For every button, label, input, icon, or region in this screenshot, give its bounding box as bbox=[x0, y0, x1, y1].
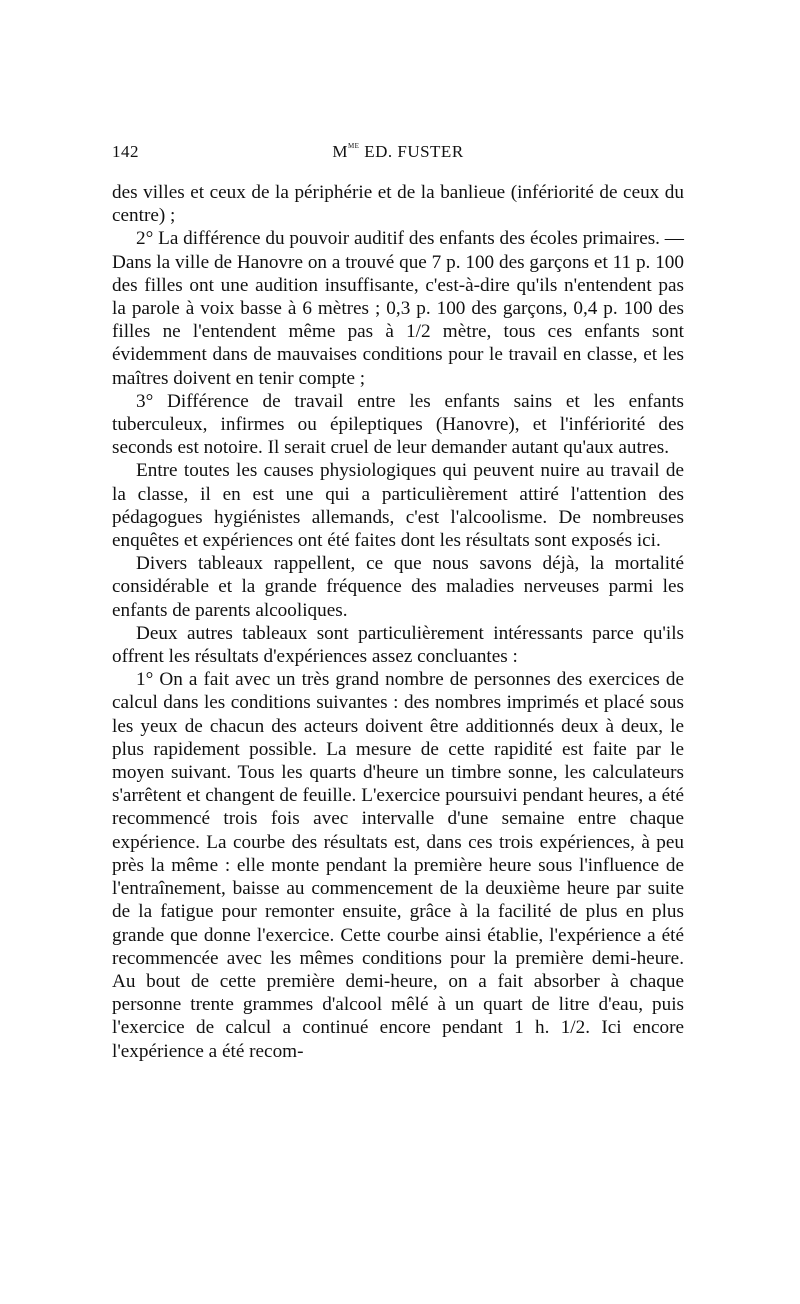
paragraph: 3° Différence de travail entre les enfants sains et les enfants tuberculeux, infirmes ou épileptiques (Hanovre), et l'infériorité des seconds est notoire. Il serait cruel de leur demander autant qu'aux autres. bbox=[112, 390, 684, 459]
page-header bbox=[112, 142, 684, 168]
author-prefix: M bbox=[332, 142, 348, 161]
author-prefix-superscript: me bbox=[347, 140, 360, 151]
book-page bbox=[112, 142, 684, 1063]
page-number: 142 bbox=[112, 142, 139, 161]
paragraph: des villes et ceux de la périphérie et de la banlieue (infériorité de ceux du centre) ; bbox=[112, 182, 684, 227]
body-text bbox=[112, 181, 684, 1063]
paragraph: Divers tableaux rappellent, ce que nous savons déjà, la mortalité considérable et la grande fréquence des maladies nerveuses parmi les enfants de parents alcooliques. bbox=[112, 553, 684, 621]
paragraph: 2° La différence du pouvoir auditif des enfants des écoles primaires. — Dans la ville de Hanovre on a trouvé que 7 p. 100 des garçons et 11 p. 100 des filles ont une audition insuffisante, c'est-à-dire qu'ils n'entendent pas la parole à voix basse à 6 mètres ; 0,3 p. 100 des garçons, 0,4 p. 100 des filles ne l'entendent même pas à 1/2 mètre, tous ces enfants sont évidemment dans de mauvaises conditions pour le travail en classe, et les maîtres doivent en tenir compte ; bbox=[112, 228, 684, 389]
paragraph: Deux autres tableaux sont particulièrement intéressants parce qu'ils offrent les résultats d'expériences assez concluantes : bbox=[112, 622, 684, 668]
paragraph: 1° On a fait avec un très grand nombre de personnes des exercices de calcul dans les conditions suivantes : des nombres imprimés et placé sous les yeux de chacun des acteurs doivent être additionnés deux à deux, le plus rapidement possible. La mesure de cette rapidité est faite par le moyen suivant. Tous les quarts d'heure un timbre sonne, les calculateurs s'arrêtent et changent de feuille. L'exercice poursuivi pendant heures, a été recommencé trois fois avec intervalle d'une semaine entre chaque expérience. La courbe des résultats est, dans ces trois expériences, à peu près la même : elle monte pendant la première heure sous l'influence de l'entraînement, baisse au commencement de la deuxième heure par suite de la fatigue pour remonter ensuite, grâce à la facilité de plus en plus grande que donne l'exercice. Cette courbe ainsi établie, l'expérience a été recommencée avec les mêmes conditions pour la première demi-heure. Au bout de cette première demi-heure, on a fait absorber à chaque personne trente grammes d'alcool mêlé à un quart de litre d'eau, puis l'exercice de calcul a continué encore pendant 1 h. 1/2. Ici encore l'expérience a été recom- bbox=[112, 669, 684, 1062]
running-head bbox=[112, 142, 684, 162]
author-name: ED. FUSTER bbox=[359, 142, 464, 161]
paragraph: Entre toutes les causes physiologiques qui peuvent nuire au travail de la classe, il en est une qui a particulièrement attiré l'attention des pédagogues hygiénistes allemands, c'est l'alcoolisme. De nombreuses enquêtes et expériences ont été faites dont les résultats sont exposés ici. bbox=[112, 460, 684, 552]
